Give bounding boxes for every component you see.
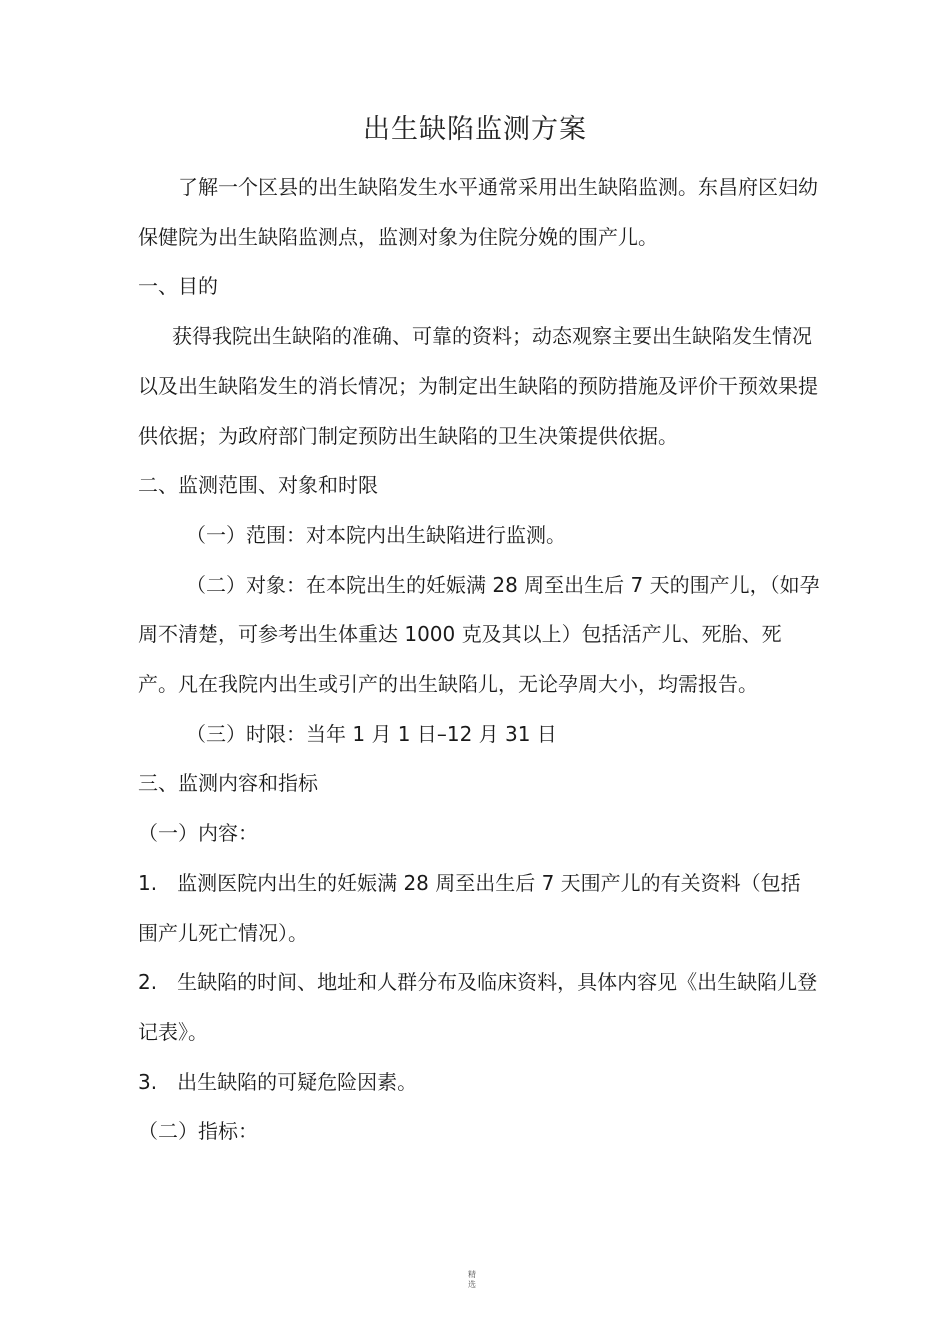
footer-line-2: 选 bbox=[468, 1280, 476, 1289]
section-heading-purpose: 一、目的 bbox=[138, 274, 218, 299]
page-footer bbox=[460, 1270, 484, 1290]
scope-range-paragraph: （一）范围：对本院内出生缺陷进行监测。 bbox=[186, 522, 566, 547]
scope-subject-paragraph: （二）对象：在本院出生的妊娠满 28 周至出生后 7 天的围产儿，（如孕周不清楚，可参考出生体重达 1000 克及其以上）包括活产儿、死胎、死产。凡在我院内出生或引产的出生缺陷儿，无论孕周大小，均需报告。 bbox=[138, 572, 820, 697]
section-heading-scope: 二、监测范围、对象和时限 bbox=[138, 473, 378, 498]
subheading-content: （一）内容： bbox=[138, 821, 258, 846]
page-title: 出生缺陷监测方案 bbox=[363, 114, 587, 145]
list-item-2: 2. 生缺陷的时间、地址和人群分布及临床资料，具体内容见《出生缺陷儿登记表》。 bbox=[138, 970, 818, 1044]
subheading-indicators: （二）指标： bbox=[138, 1119, 258, 1144]
purpose-paragraph: 获得我院出生缺陷的准确、可靠的资料；动态观察主要出生缺陷发生情况以及出生缺陷发生的消长情况；为制定出生缺陷的预防措施及评价干预效果提供依据；为政府部门制定预防出生缺陷的卫生决策提供依据。 bbox=[138, 324, 818, 448]
section-heading-content: 三、监测内容和指标 bbox=[138, 771, 318, 796]
footer-line-1: 精 bbox=[468, 1270, 476, 1279]
document-body bbox=[138, 163, 820, 1157]
intro-paragraph: 了解一个区县的出生缺陷发生水平通常采用出生缺陷监测。东昌府区妇幼保健院为出生缺陷监测点，监测对象为住院分娩的围产儿。 bbox=[138, 175, 818, 249]
scope-time-paragraph: （三）时限：当年 1 月 1 日–12 月 31 日 bbox=[186, 721, 557, 746]
list-item-3: 3. 出生缺陷的可疑危险因素。 bbox=[138, 1069, 418, 1094]
list-item-1: 1. 监测医院内出生的妊娠满 28 周至出生后 7 天围产儿的有关资料（包括围产儿死亡情况）。 bbox=[138, 870, 801, 945]
